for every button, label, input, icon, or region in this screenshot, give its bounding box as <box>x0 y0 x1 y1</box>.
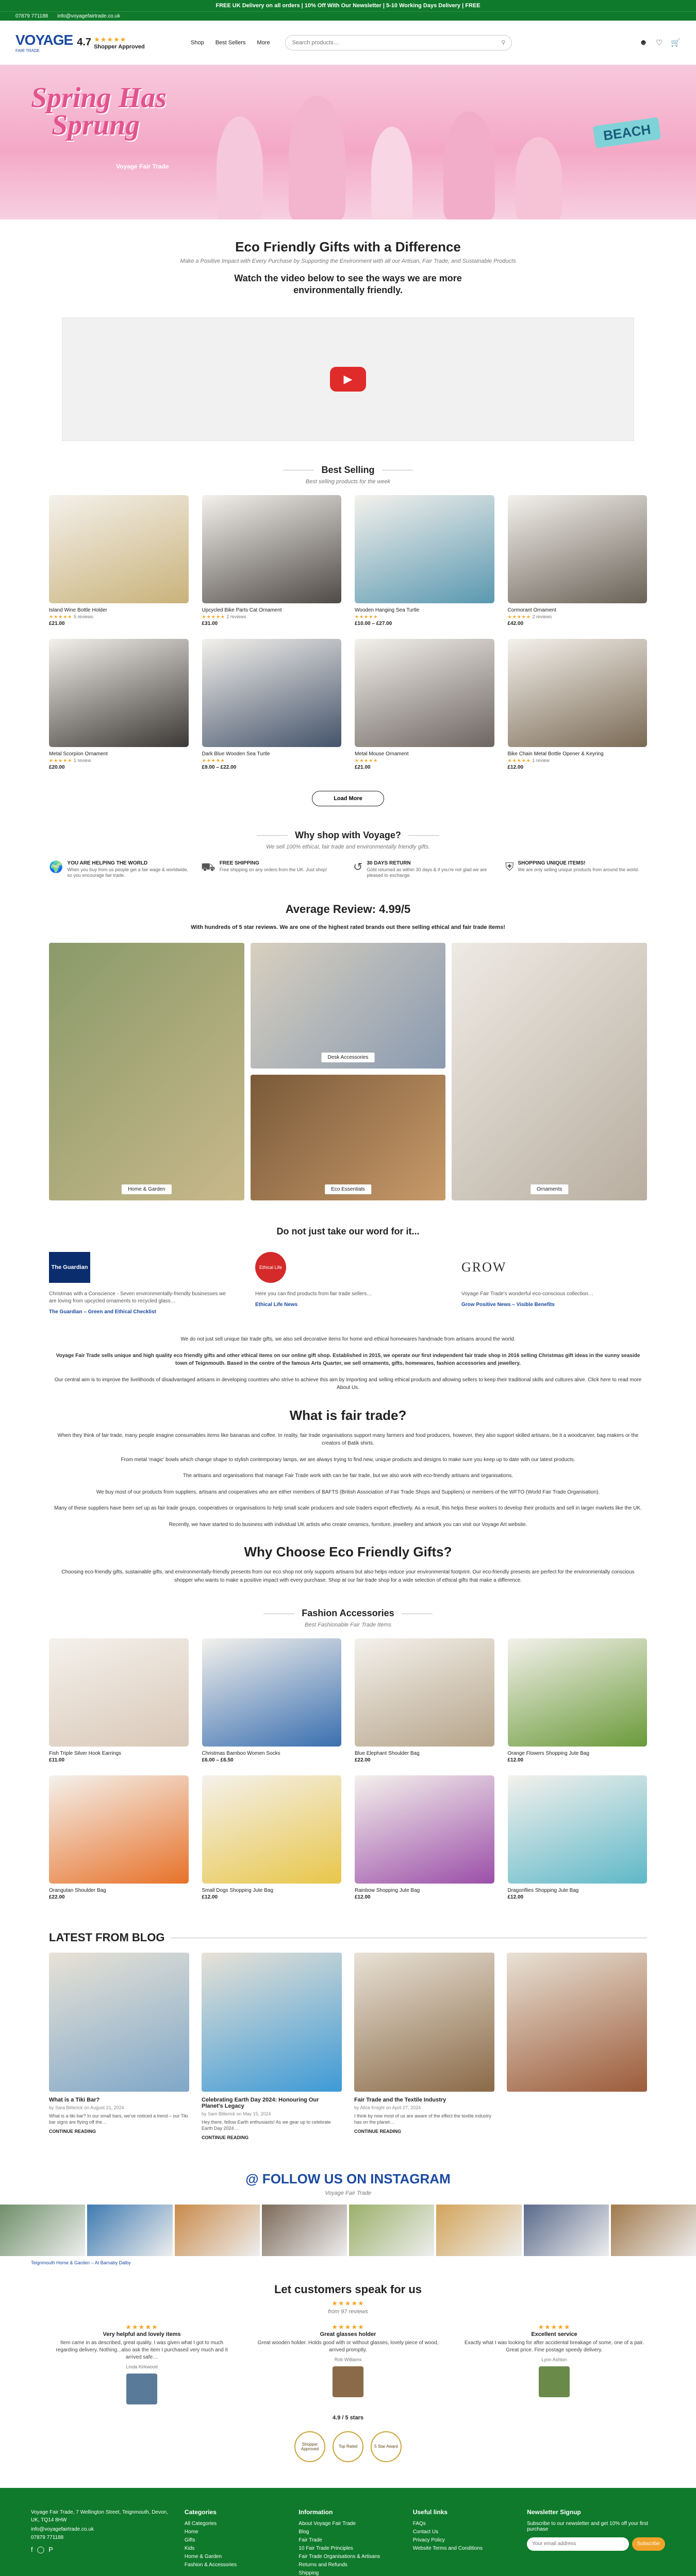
product-image[interactable] <box>355 639 494 747</box>
best-selling-grid <box>49 495 647 770</box>
product-price: £10.00 – £27.00 <box>355 620 392 626</box>
testimonial-item: Ethical Life Here you can find products from fair trade sellers… Ethical Life News <box>255 1249 441 1315</box>
product-reviews: ★★★★★ <box>355 757 378 763</box>
product-name[interactable]: Fish Triple Silver Hook Earrings <box>49 1751 122 1757</box>
footer-link[interactable]: Website Terms and Conditions <box>412 2545 483 2551</box>
fair-trade-paragraph: The artisans and organisations that manage Fair Trade work with can be fair trade, but we also work with eco-friendly artisans and organisations. <box>183 1473 513 1479</box>
hero-title: Spring Has Sprung <box>31 82 167 142</box>
trust-badge: Top Rated <box>333 2431 363 2462</box>
product-card[interactable] <box>202 1775 342 1900</box>
footer-link[interactable]: Fashion & Accessories <box>184 2562 237 2568</box>
subscribe-button[interactable]: Subscribe <box>632 2537 665 2551</box>
footer-link[interactable]: 10 Fair Trade Principles <box>299 2545 353 2551</box>
instagram-post[interactable] <box>611 2205 696 2256</box>
tulip-decoration <box>217 116 263 219</box>
product-card[interactable] <box>202 495 342 626</box>
blog-excerpt: I think by now most of us are aware of the effect the textile industry has on the planet… <box>354 2113 491 2125</box>
review-author: Lynn Ashton <box>541 2357 567 2362</box>
product-price: £22.00 <box>49 1894 65 1901</box>
review-product-thumb[interactable] <box>333 2366 363 2397</box>
footer-newsletter: Newsletter Signup Subscribe to our newsletter and get 10% off your first purchase Your email address Subscribe <box>527 2509 665 2576</box>
blog-image[interactable] <box>354 1953 494 2092</box>
fair-trade-paragraph: Recently, we have started to do business with individual UK artists who create ceramics, furniture, jewellery and artwork you can visit our Voyage Art website. <box>169 1521 527 1528</box>
product-price: £12.00 <box>355 1894 371 1901</box>
blog-post[interactable] <box>507 1953 647 2140</box>
fair-trade-paragraph: Many of these suppliers have been set up as fair trade groups, cooperatives or organisations to help small scale producers and sole traders export effectively. As a result, this helps these workers to develop their products and sell in larger markets like the UK. <box>54 1505 642 1512</box>
rating-value: 4.7 <box>77 37 92 48</box>
site-header <box>0 21 696 65</box>
guardian-logo: The Guardian <box>49 1249 235 1285</box>
rating-stars: ★★★★★ <box>94 35 127 43</box>
product-image[interactable] <box>508 639 648 747</box>
product-card[interactable] <box>355 1775 494 1900</box>
truck-icon: ⛟ <box>201 860 216 873</box>
rating-label: Shopper Approved <box>94 43 145 50</box>
testimonial-source-link[interactable]: Ethical Life News <box>255 1302 298 1308</box>
review-item <box>255 2323 441 2404</box>
footer-categories: Categories All Categories Home Gifts Kids Home & Garden Fashion & Accessories <box>185 2509 283 2576</box>
product-price: £21.00 <box>49 620 65 626</box>
instagram-caption[interactable]: Teignmouth Home & Garden – At Barnaby Dalby <box>31 2260 131 2265</box>
product-image[interactable] <box>202 495 342 603</box>
instagram-post[interactable] <box>349 2205 434 2256</box>
blog-meta: by Sara Bitterick on August 21, 2024 <box>49 2105 124 2111</box>
promo-bar: FREE UK Delivery on all orders | 10% Off With Our Newsletter | 5-10 Working Days Delivery | FREE <box>0 0 696 11</box>
blog-post[interactable] <box>354 1953 494 2140</box>
footer-link[interactable]: All Categories <box>184 2520 217 2527</box>
header-icons <box>639 38 681 47</box>
product-name[interactable]: Dark Blue Wooden Sea Turtle <box>202 751 270 757</box>
product-name[interactable]: Rainbow Shopping Jute Bag <box>355 1888 420 1894</box>
product-name[interactable]: Island Wine Bottle Holder <box>49 607 107 613</box>
review-body: Great wooden holder. Holds good with or without glasses, lovely piece of wood, arrived promptly. <box>257 2340 439 2353</box>
blog-heading: LATEST FROM BLOG <box>49 1931 647 1944</box>
product-card[interactable] <box>49 1638 189 1763</box>
instagram-post[interactable] <box>0 2205 85 2256</box>
contact-bar <box>0 11 696 21</box>
footer-link[interactable]: Contact Us <box>412 2529 439 2535</box>
testimonial-item: The Guardian Christmas with a Conscience - Seven environmentally-friendly businesses we are loving from upcycled ornaments to recycled glass… The Guardian – Green and Ethical Checklist <box>49 1249 235 1315</box>
product-image[interactable] <box>508 1638 648 1747</box>
product-name[interactable]: Orange Flowers Shopping Jute Bag <box>507 1751 589 1757</box>
fair-trade-paragraph: From metal 'magic' bowls which change shape to stylish contemporary lamps, we are always trying to find new, unique products and designs to make sure you keep up to date with our latest products. <box>121 1456 575 1463</box>
logo-text: VOYAGE <box>15 32 73 48</box>
product-reviews: ★★★★★ <box>202 757 225 763</box>
trust-badge: 5 Star Award <box>371 2431 402 2462</box>
feature-item: ⛟ FREE SHIPPING Free shipping on any orders from the UK. Just shop! <box>201 860 343 879</box>
product-card[interactable] <box>355 639 494 770</box>
email-link[interactable]: info@voyagefairtrade.co.uk <box>57 13 121 19</box>
product-price: £12.00 <box>507 764 524 770</box>
cart-icon[interactable]: 🛒 <box>671 38 681 47</box>
product-price: £6.00 – £6.50 <box>202 1757 234 1764</box>
review-stars: ★★★★★ <box>125 2323 158 2331</box>
main-nav <box>191 40 270 46</box>
tulip-decoration <box>289 96 345 219</box>
best-selling-heading: Best Selling <box>0 465 696 476</box>
footer-link[interactable]: Privacy Policy <box>412 2537 445 2543</box>
ethical-life-logo: Ethical Life <box>255 1249 441 1285</box>
footer-link[interactable]: Returns and Refunds <box>299 2562 347 2568</box>
product-name[interactable]: Metal Scorpion Ornament <box>49 751 108 757</box>
blog-title[interactable]: What is a Tiki Bar? <box>49 2097 100 2104</box>
tile-desk-accessories[interactable]: Desk Accessories <box>251 943 446 1069</box>
product-card[interactable] <box>355 495 494 626</box>
product-price: £11.00 <box>49 1757 65 1764</box>
fashion-grid <box>49 1638 647 1900</box>
grow-logo: GROW <box>461 1260 507 1275</box>
phone-link[interactable]: 07879 771188 <box>15 13 48 19</box>
product-price: £9.00 – £22.00 <box>202 764 237 770</box>
instagram-post[interactable] <box>524 2205 609 2256</box>
product-reviews: ★★★★★ 2 reviews <box>202 614 246 619</box>
reviews-summary: 4.9 / 5 stars <box>333 2414 363 2421</box>
tulip-decoration <box>443 111 495 219</box>
product-price: £12.00 <box>202 1894 218 1901</box>
reviews-count: from 97 reviews <box>328 2308 368 2315</box>
best-selling-subtitle: Best selling products for the week <box>305 478 391 485</box>
product-image[interactable] <box>49 1775 189 1884</box>
fashion-subtitle: Best Fashionable Fair Trade Items <box>305 1622 391 1629</box>
hero-banner[interactable] <box>0 65 696 219</box>
blog-meta: by Sam Bitterick on May 15, 2024 <box>202 2111 271 2117</box>
product-image[interactable] <box>355 1638 494 1747</box>
blog-meta: by Alice Knight on April 27, 2024 <box>354 2105 421 2111</box>
product-image[interactable] <box>508 1775 648 1884</box>
about-paragraph: We do not just sell unique fair trade gifts, we also sell decorative items for home and ethical homewares handmade from artisans around the world. <box>180 1336 516 1343</box>
blog-post[interactable] <box>49 1953 189 2140</box>
fair-trade-paragraph: We buy most of our products from suppliers, artisans and cooperatives who are either members of BAFTS (British Association of Fair Trade Shops and Suppliers) or members of the WFTO (World Fair Trade Organisation). <box>96 1489 600 1495</box>
fair-trade-title: What is fair trade? <box>289 1407 407 1423</box>
product-price: £12.00 <box>507 1894 524 1901</box>
blog-title[interactable]: Celebrating Earth Day 2024: Honouring Our Planet's Legacy <box>202 2097 319 2110</box>
feature-item: ⛨ SHOPPING UNIQUE ITEMS! We are only selling unique products from around the world. <box>505 860 647 879</box>
product-image[interactable] <box>49 639 189 747</box>
feature-item: 🌍 YOU ARE HELPING THE WORLD When you buy from us people get a fair wage & worldwide, so you encourage fair trade. <box>49 860 189 878</box>
footer-link[interactable]: FAQs <box>412 2520 426 2527</box>
product-card[interactable] <box>202 1638 342 1763</box>
average-review-sub: With hundreds of 5 star reviews. We are one of the highest rated brands out there selling ethical and fair trade items! <box>191 924 505 931</box>
intro-video[interactable] <box>62 317 634 441</box>
product-price: £22.00 <box>355 1757 371 1764</box>
footer-link[interactable]: Home <box>184 2529 198 2535</box>
footer-link[interactable]: Home & Garden <box>184 2553 222 2560</box>
continue-reading-link[interactable]: CONTINUE READING <box>202 2134 249 2140</box>
tulip-decoration <box>516 137 562 219</box>
features-row <box>49 860 647 879</box>
product-name[interactable]: Dragonflies Shopping Jute Bag <box>507 1888 579 1894</box>
intro-title: Eco Friendly Gifts with a Difference <box>235 239 461 255</box>
newsletter-email-input[interactable] <box>527 2537 628 2551</box>
product-image[interactable] <box>202 1638 342 1747</box>
rating-badge[interactable] <box>77 36 144 50</box>
shield-icon: ⛨ <box>505 860 514 873</box>
product-card[interactable] <box>355 1638 494 1763</box>
product-name[interactable]: Upcycled Bike Parts Cat Ornament <box>202 607 282 613</box>
review-title: Excellent service <box>531 2331 577 2337</box>
globe-icon: 🌍 <box>49 860 63 873</box>
product-price: £31.00 <box>202 620 218 626</box>
footer-useful: Useful links FAQs Contact Us Privacy Policy Website Terms and Conditions <box>413 2509 511 2576</box>
reviews-stars: ★★★★★ <box>332 2299 364 2307</box>
feature-item: ↺ 30 DAYS RETURN Gold returned as within 30 days & if you're not glad we are pleased to exchange. <box>353 860 487 878</box>
why-subtitle: We sell 100% ethical, fair trade and environmentally friendly gifts. <box>266 843 430 850</box>
review-item <box>49 2323 235 2404</box>
logo-subtext: FAIR TRADE <box>15 48 40 53</box>
review-title: Very helpful and lovely items <box>103 2331 181 2337</box>
trust-badge: Shopper Approved <box>294 2431 325 2462</box>
why-eco-title: Why Choose Eco Friendly Gifts? <box>244 1544 452 1560</box>
why-heading: Why shop with Voyage? <box>0 830 696 841</box>
review-title: Great glasses holder <box>320 2331 376 2337</box>
review-item <box>461 2323 647 2404</box>
testimonials-row <box>49 1249 647 1315</box>
product-image[interactable] <box>202 1775 342 1884</box>
blog-grid <box>49 1953 647 2140</box>
logo[interactable] <box>15 32 155 53</box>
product-reviews: ★★★★★ 1 review <box>49 757 91 763</box>
product-reviews: ★★★★★ 5 reviews <box>49 614 93 619</box>
review-body: Exactly what I was looking for after accidental breakage of some, one of a pair. Great price. Fine postage speedy delivery. <box>465 2340 644 2353</box>
instagram-post[interactable] <box>262 2205 347 2256</box>
testimonial-source-link[interactable]: The Guardian – Green and Ethical Checklist <box>49 1309 156 1315</box>
product-reviews: ★★★★★ 2 reviews <box>507 614 552 619</box>
site-footer <box>0 2488 696 2576</box>
reviews-title: Let customers speak for us <box>274 2282 422 2296</box>
load-more-button[interactable]: Load More <box>312 791 384 806</box>
product-card[interactable] <box>508 639 648 770</box>
product-name[interactable]: Small Dogs Shopping Jute Bag <box>202 1888 273 1894</box>
instagram-icon[interactable]: ◯ <box>37 2545 45 2553</box>
facebook-icon[interactable]: f <box>31 2545 33 2553</box>
footer-contact <box>31 2509 169 2576</box>
product-image[interactable] <box>508 495 648 603</box>
product-card[interactable] <box>49 1775 189 1900</box>
product-price: £21.00 <box>355 764 371 770</box>
product-card[interactable] <box>508 495 648 626</box>
product-name[interactable]: Christmas Bamboo Women Socks <box>202 1751 280 1757</box>
footer-information: Information About Voyage Fair Trade Blog Fair Trade 10 Fair Trade Principles Fair Trade Organisations & Artisans Returns and Refunds Shipping <box>299 2509 397 2576</box>
tile-eco-essentials[interactable]: Eco Essentials <box>251 1075 446 1200</box>
footer-email[interactable]: info@voyagefairtrade.co.uk <box>31 2526 94 2532</box>
footer-link[interactable]: Kids <box>184 2545 195 2551</box>
hero-brand: Voyage Fair Trade <box>116 163 169 170</box>
search-input[interactable] <box>292 40 488 46</box>
product-name[interactable]: Metal Mouse Ornament <box>355 751 409 757</box>
blog-image[interactable] <box>507 1953 647 2092</box>
intro-subtitle: Make a Positive Impact with Every Purchase by Supporting the Environment with all our Artisan, Fair Trade, and Sustainable Products <box>180 258 516 264</box>
continue-reading-link[interactable]: CONTINUE READING <box>354 2128 402 2134</box>
testimonial-source-link[interactable]: Grow Positive News – Visible Benefits <box>461 1302 555 1308</box>
play-icon[interactable]: ▶ <box>330 367 366 392</box>
product-price: £42.00 <box>507 620 524 626</box>
footer-link[interactable]: Fair Trade Organisations & Artisans <box>299 2553 380 2560</box>
footer-link[interactable]: Gifts <box>184 2537 195 2543</box>
review-stars: ★★★★★ <box>538 2323 571 2331</box>
blog-excerpt: What is a tiki bar? In our small bars, we've noticed a trend – our Tiki bar signs are flying off the… <box>49 2113 188 2125</box>
nav-shop[interactable]: Shop <box>191 39 204 46</box>
nav-best-sellers[interactable]: Best Sellers <box>215 39 246 46</box>
social-links <box>31 2546 169 2554</box>
product-card[interactable] <box>49 495 189 626</box>
search-bar <box>285 35 512 50</box>
product-image[interactable] <box>355 1775 494 1884</box>
product-reviews: ★★★★★ <box>355 614 378 619</box>
product-price: £12.00 <box>507 1757 524 1764</box>
blog-excerpt: Hey there, fellow Earth enthusiasts! As we gear up to celebrate Earth Day 2024… <box>202 2120 331 2131</box>
instagram-post[interactable] <box>87 2205 172 2256</box>
product-card[interactable] <box>508 1775 648 1900</box>
instagram-feed <box>0 2205 696 2256</box>
footer-link[interactable]: Fair Trade <box>299 2537 322 2543</box>
fair-trade-paragraph: When they think of fair trade, many people imagine consumables items like bananas and coffee. In reality, fair trade organisations support many farmers and food producers, however, they also support skilled artisans, be it a woodcarver, bag makers or the creators of Batik shirts. <box>57 1432 639 1447</box>
product-price: £20.00 <box>49 764 65 770</box>
product-name[interactable]: Orangutan Shoulder Bag <box>49 1888 106 1894</box>
return-icon: ↺ <box>353 860 363 873</box>
product-card[interactable] <box>202 639 342 770</box>
fashion-heading: Fashion Accessories <box>0 1608 696 1619</box>
blog-post[interactable] <box>202 1953 342 2140</box>
product-card[interactable] <box>49 639 189 770</box>
tulip-decoration <box>371 127 412 219</box>
wishlist-icon[interactable]: ♡ <box>655 38 663 47</box>
product-name[interactable]: Bike Chain Metal Bottle Opener & Keyring <box>507 751 604 757</box>
review-product-thumb[interactable] <box>126 2374 157 2404</box>
review-product-thumb[interactable] <box>539 2366 570 2397</box>
trust-badges <box>0 2431 696 2462</box>
tile-ornaments[interactable]: Ornaments <box>452 943 647 1200</box>
product-image[interactable] <box>202 639 342 747</box>
product-image[interactable] <box>49 495 189 603</box>
footer-phone[interactable]: 07879 771188 <box>31 2534 64 2540</box>
testimonials-title: Do not just take our word for it... <box>276 1226 420 1237</box>
blog-image[interactable] <box>202 1953 342 2092</box>
footer-link[interactable]: Blog <box>299 2529 309 2535</box>
instagram-title[interactable]: @ FOLLOW US ON INSTAGRAM <box>245 2171 451 2187</box>
continue-reading-link[interactable]: CONTINUE READING <box>49 2128 96 2134</box>
review-author: Linda Kirkwood <box>126 2364 158 2369</box>
why-eco-paragraph: Choosing eco-friendly gifts, sustainable gifts, and environmentally-friendly presents from our eco shop not only supports artisans but also helps reduce your environmental footprint. Our eco-friendly presents are perfect for the environmentally conscious shopper who wants to make a positive impact with every purchase. Shop at our fair trade shop for a wide selection of ethical gifts that make a difference. <box>61 1569 635 1583</box>
reviews-grid <box>49 2323 647 2404</box>
product-card[interactable] <box>508 1638 648 1763</box>
product-reviews: ★★★★★ 1 review <box>507 757 550 763</box>
category-tiles <box>49 943 647 1200</box>
about-paragraph: Voyage Fair Trade sells unique and high quality eco friendly gifts and other ethical items on our online gift shop. Established in 2015, we operate our first independent fair trade shop in 2016 selling Christmas gift ideas in the sunny seaside town of Teignmouth. Based in the centre of the famous Arts Quarter, we sell ornaments, gifts, homewares, fashion accessories and jewellery. <box>56 1352 640 1367</box>
product-image[interactable] <box>49 1638 189 1747</box>
pinterest-icon[interactable]: P <box>48 2545 53 2553</box>
blog-image[interactable] <box>49 1953 189 2092</box>
search-icon[interactable]: ⚲ <box>501 40 506 46</box>
review-body: Item came in as described, great quality. I was given what I got to much regarding delivery. Nothing...also ask the item I purchased very much and it arrived safe… <box>56 2340 228 2360</box>
product-image[interactable] <box>355 495 494 603</box>
instagram-subtitle: Voyage Fair Trade <box>325 2190 371 2196</box>
review-author: Rob Williams <box>334 2357 362 2362</box>
beach-sign: BEACH <box>592 117 661 148</box>
tile-home-garden[interactable]: Home & Garden <box>49 943 244 1200</box>
review-stars: ★★★★★ <box>332 2323 364 2331</box>
account-icon[interactable]: ☻ <box>639 38 648 47</box>
about-paragraph: Our central aim is to improve the livelihoods of disadvantaged artisans in developing countries who strive to achieve this aim by importing and selling ethical products and allowing sellers to keep their traditional skills and cultures alive. Click here to read more About Us. <box>54 1377 642 1391</box>
product-name[interactable]: Cormorant Ornament <box>507 607 556 613</box>
product-name[interactable]: Wooden Hanging Sea Turtle <box>355 607 420 613</box>
instagram-post[interactable] <box>436 2205 521 2256</box>
footer-link[interactable]: Shipping <box>299 2570 319 2576</box>
testimonial-item: GROW Voyage Fair Trade's wonderful eco-conscious collection… Grow Positive News – Visible Benefits <box>461 1249 647 1315</box>
product-name[interactable]: Blue Elephant Shoulder Bag <box>355 1751 420 1757</box>
video-heading: Watch the video below to see the ways we are more environmentally friendly. <box>234 273 462 296</box>
average-review: Average Review: 4.99/5 <box>285 903 411 916</box>
instagram-post[interactable] <box>175 2205 260 2256</box>
footer-link[interactable]: About Voyage Fair Trade <box>299 2520 356 2527</box>
footer-address: Voyage Fair Trade, 7 Wellington Street, Teignmouth, Devon, UK, TQ14 8HW <box>31 2509 168 2523</box>
nav-more[interactable]: More <box>257 39 270 46</box>
blog-title[interactable]: Fair Trade and the Textile Industry <box>354 2097 446 2104</box>
